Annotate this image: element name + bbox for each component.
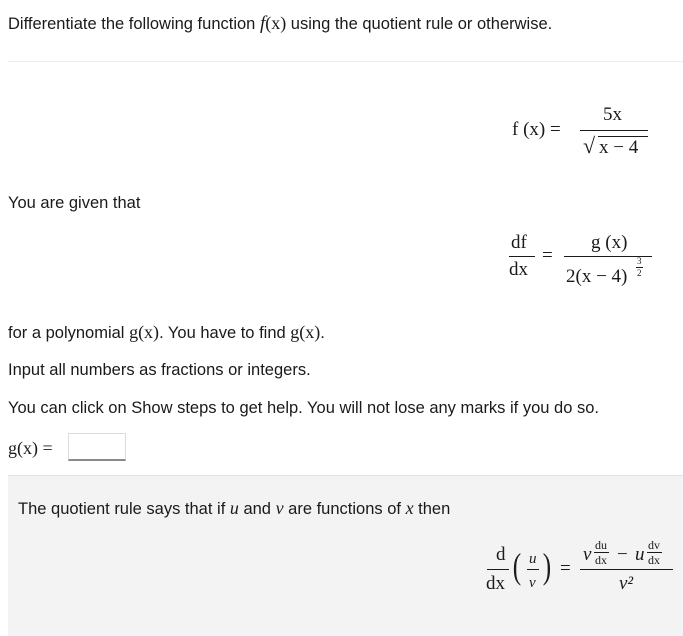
hint-prefix: The quotient rule says that if xyxy=(18,500,230,518)
rule-dv: dv xyxy=(648,538,660,552)
derivative-lhs-denominator: dx xyxy=(509,259,528,280)
function-radical-sign: √ xyxy=(583,133,596,158)
quotient-rule-hint-panel xyxy=(8,475,683,636)
answer-label: g(x) = xyxy=(8,438,53,458)
rule-dx-second: dx xyxy=(648,553,660,567)
polynomial-prefix: for a polynomial xyxy=(8,324,130,342)
question-prefix: Differentiate the following function xyxy=(8,15,260,33)
hint-var-x: x xyxy=(405,498,414,518)
rule-d-bar xyxy=(487,569,509,570)
polynomial-suffix: . xyxy=(320,324,325,342)
rule-inner-denominator: v xyxy=(529,575,536,591)
hint-text xyxy=(18,498,450,519)
rule-du: du xyxy=(595,538,607,552)
question-text xyxy=(8,13,552,34)
rule-main-bar xyxy=(580,569,673,570)
derivative-equals: = xyxy=(542,245,553,266)
function-denominator: x − 4 xyxy=(599,137,639,158)
answer-input[interactable] xyxy=(68,433,126,461)
rule-minus: − xyxy=(617,544,628,565)
given-text: You are given that xyxy=(8,194,141,212)
rule-rhs-denominator: v² xyxy=(619,573,634,594)
hint-suffix: then xyxy=(413,500,451,518)
question-function-arg: (x) xyxy=(265,13,287,33)
polynomial-middle: . You have to find xyxy=(159,324,291,342)
hint-var-v: v xyxy=(275,498,284,518)
function-numerator: 5x xyxy=(603,104,622,125)
rule-right-paren: ) xyxy=(542,546,552,586)
hint-and: and xyxy=(238,500,276,518)
polynomial-text xyxy=(8,322,325,343)
exponent-numerator: 3 xyxy=(637,256,642,266)
rule-d-denominator: dx xyxy=(486,573,505,594)
polynomial-g-second: g(x) xyxy=(290,322,321,342)
rule-rhs-u: u xyxy=(635,544,645,565)
steps-note: You can click on Show steps to get help. You will not lose any marks if you do so. xyxy=(8,399,599,417)
function-fraction-bar xyxy=(580,130,648,131)
derivative-lhs-numerator: df xyxy=(511,232,527,253)
rule-d-numerator: d xyxy=(496,544,506,565)
rule-dx-first: dx xyxy=(595,553,607,567)
exponent-denominator: 2 xyxy=(637,268,642,278)
derivative-rhs-numerator: g (x) xyxy=(591,232,628,253)
hint-middle: are functions of xyxy=(283,500,406,518)
hint-var-u: u xyxy=(229,498,239,518)
rule-left-paren: ( xyxy=(512,546,522,586)
rule-rhs-v: v xyxy=(583,544,592,565)
derivative-rhs-denominator: 2(x − 4) xyxy=(566,266,628,287)
function-lhs: f (x) = xyxy=(512,119,561,140)
derivative-lhs-bar xyxy=(509,256,535,257)
fractions-note: Input all numbers as fractions or integers. xyxy=(8,361,311,379)
rule-inner-numerator: u xyxy=(529,551,537,567)
question-suffix: using the quotient rule or otherwise. xyxy=(286,15,553,33)
question-function-name: f xyxy=(259,13,266,34)
rule-equals: = xyxy=(560,558,571,579)
section-divider xyxy=(8,61,683,62)
rule-inner-bar xyxy=(527,569,539,570)
polynomial-g-first: g(x) xyxy=(129,322,160,342)
